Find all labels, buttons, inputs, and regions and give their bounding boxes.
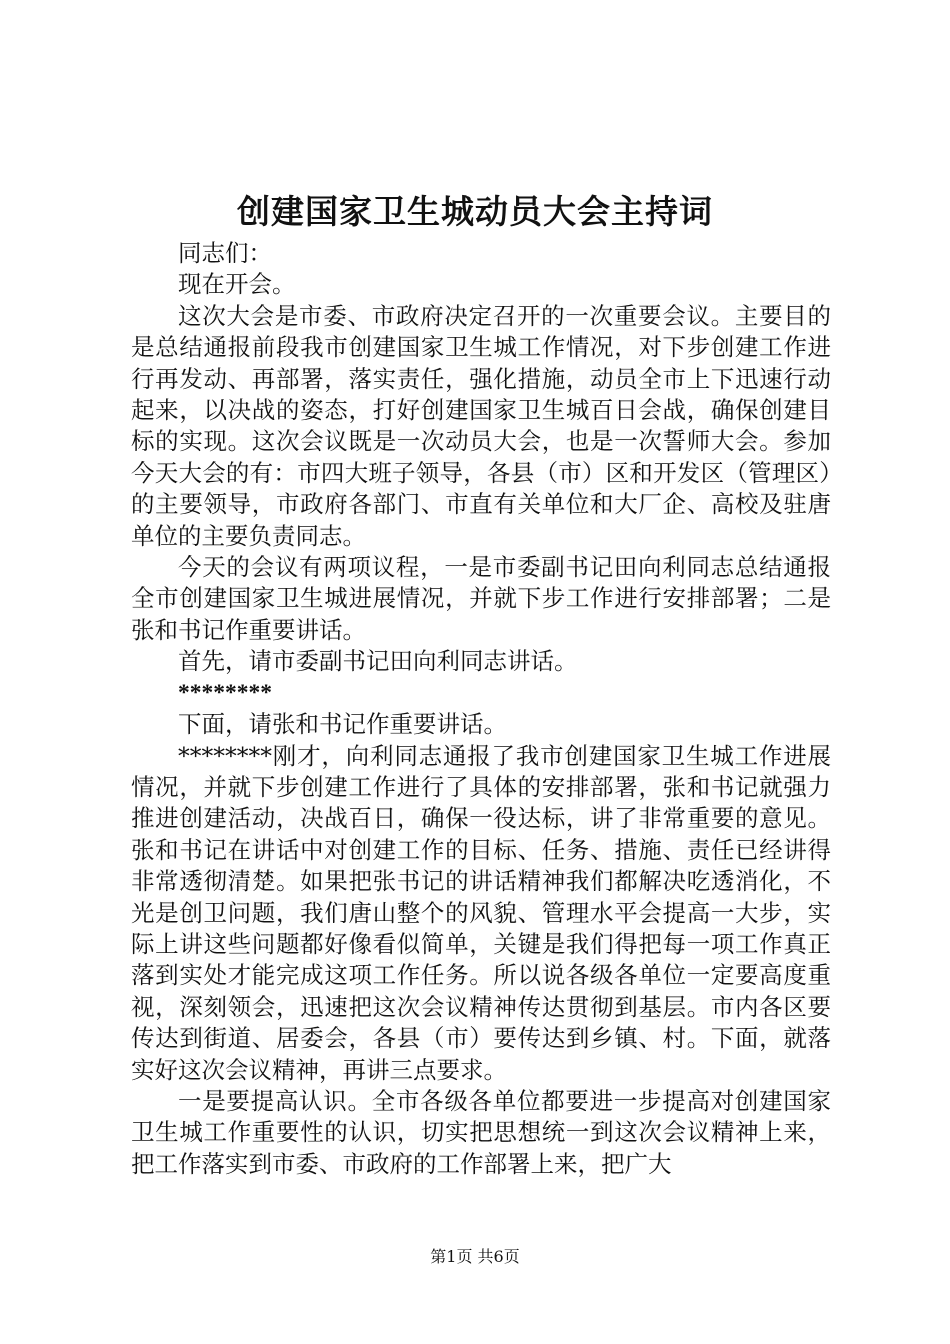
opening-paragraph: 现在开会。 (178, 270, 296, 299)
agenda-paragraph: 今天的会议有两项议程，一是市委副书记田向利同志总结通报全市创建国家卫生城进展情况，并就下步工作进行安排部署；二是张和书记作重要讲话。 (131, 553, 831, 644)
document-title: 创建国家卫生城动员大会主持词 (237, 192, 713, 231)
second-speaker-paragraph: 下面，请张和书记作重要讲话。 (178, 710, 507, 739)
salutation-paragraph: 同志们： (178, 239, 272, 267)
meeting-purpose-paragraph: 这次大会是市委、市政府决定召开的一次重要会议。主要目的是总结通报前段我市创建国家卫生城工作情况，对下步创建工作进行再发动、再部署，落实责任，强化措施，动员全市上下迅速行动起来，以决战的姿态，打好创建国家卫生城百日会战，确保创建目标的实现。这次会议既是一次动员大会，也是一次誓师大会。参加今天大会的有：市四大班子领导，各县（市）区和开发区（管理区）的主要领导，市政府各部门、市直有关单位和大厂企、高校及驻唐单位的主要负责同志。 (131, 301, 831, 550)
first-speaker-paragraph: 首先，请市委副书记田向利同志讲话。 (178, 647, 578, 676)
requirement-one-paragraph: 一是要提高认识。全市各级各单位都要进一步提高对创建国家卫生城工作重要性的认识，切实把思想统一到这次会议精神上来，把工作落实到市委、市政府的工作部署上来，把广大 (131, 1086, 831, 1178)
omission-marker: ******** (178, 679, 272, 706)
document-body (131, 238, 831, 1180)
summary-paragraph: ********刚才，向利同志通报了我市创建国家卫生城工作进展情况，并就下步创建工作进行了具体的安排部署，张和书记就强力推进创建活动，决战百日，确保一役达标，讲了非常重要的意见。张和书记在讲话中对创建工作的目标、任务、措施、责任已经讲得非常透彻清楚。如果把张书记的讲话精神我们都解决吃透消化，不光是创卫问题，我们唐山整个的风貌、管理水平会提高一大步，实际上讲这些问题都好像看似简单，关键是我们得把每一项工作真正落到实处才能完成这项工作任务。所以说各级各单位一定要高度重视，深刻领会，迅速把这次会议精神传达贯彻到基层。市内各区要传达到街道、居委会，各县（市）要传达到乡镇、村。下面，就落实好这次会议精神，再讲三点要求。 (131, 741, 831, 1084)
page-number-footer: 第1页 共6页 (430, 1247, 520, 1266)
